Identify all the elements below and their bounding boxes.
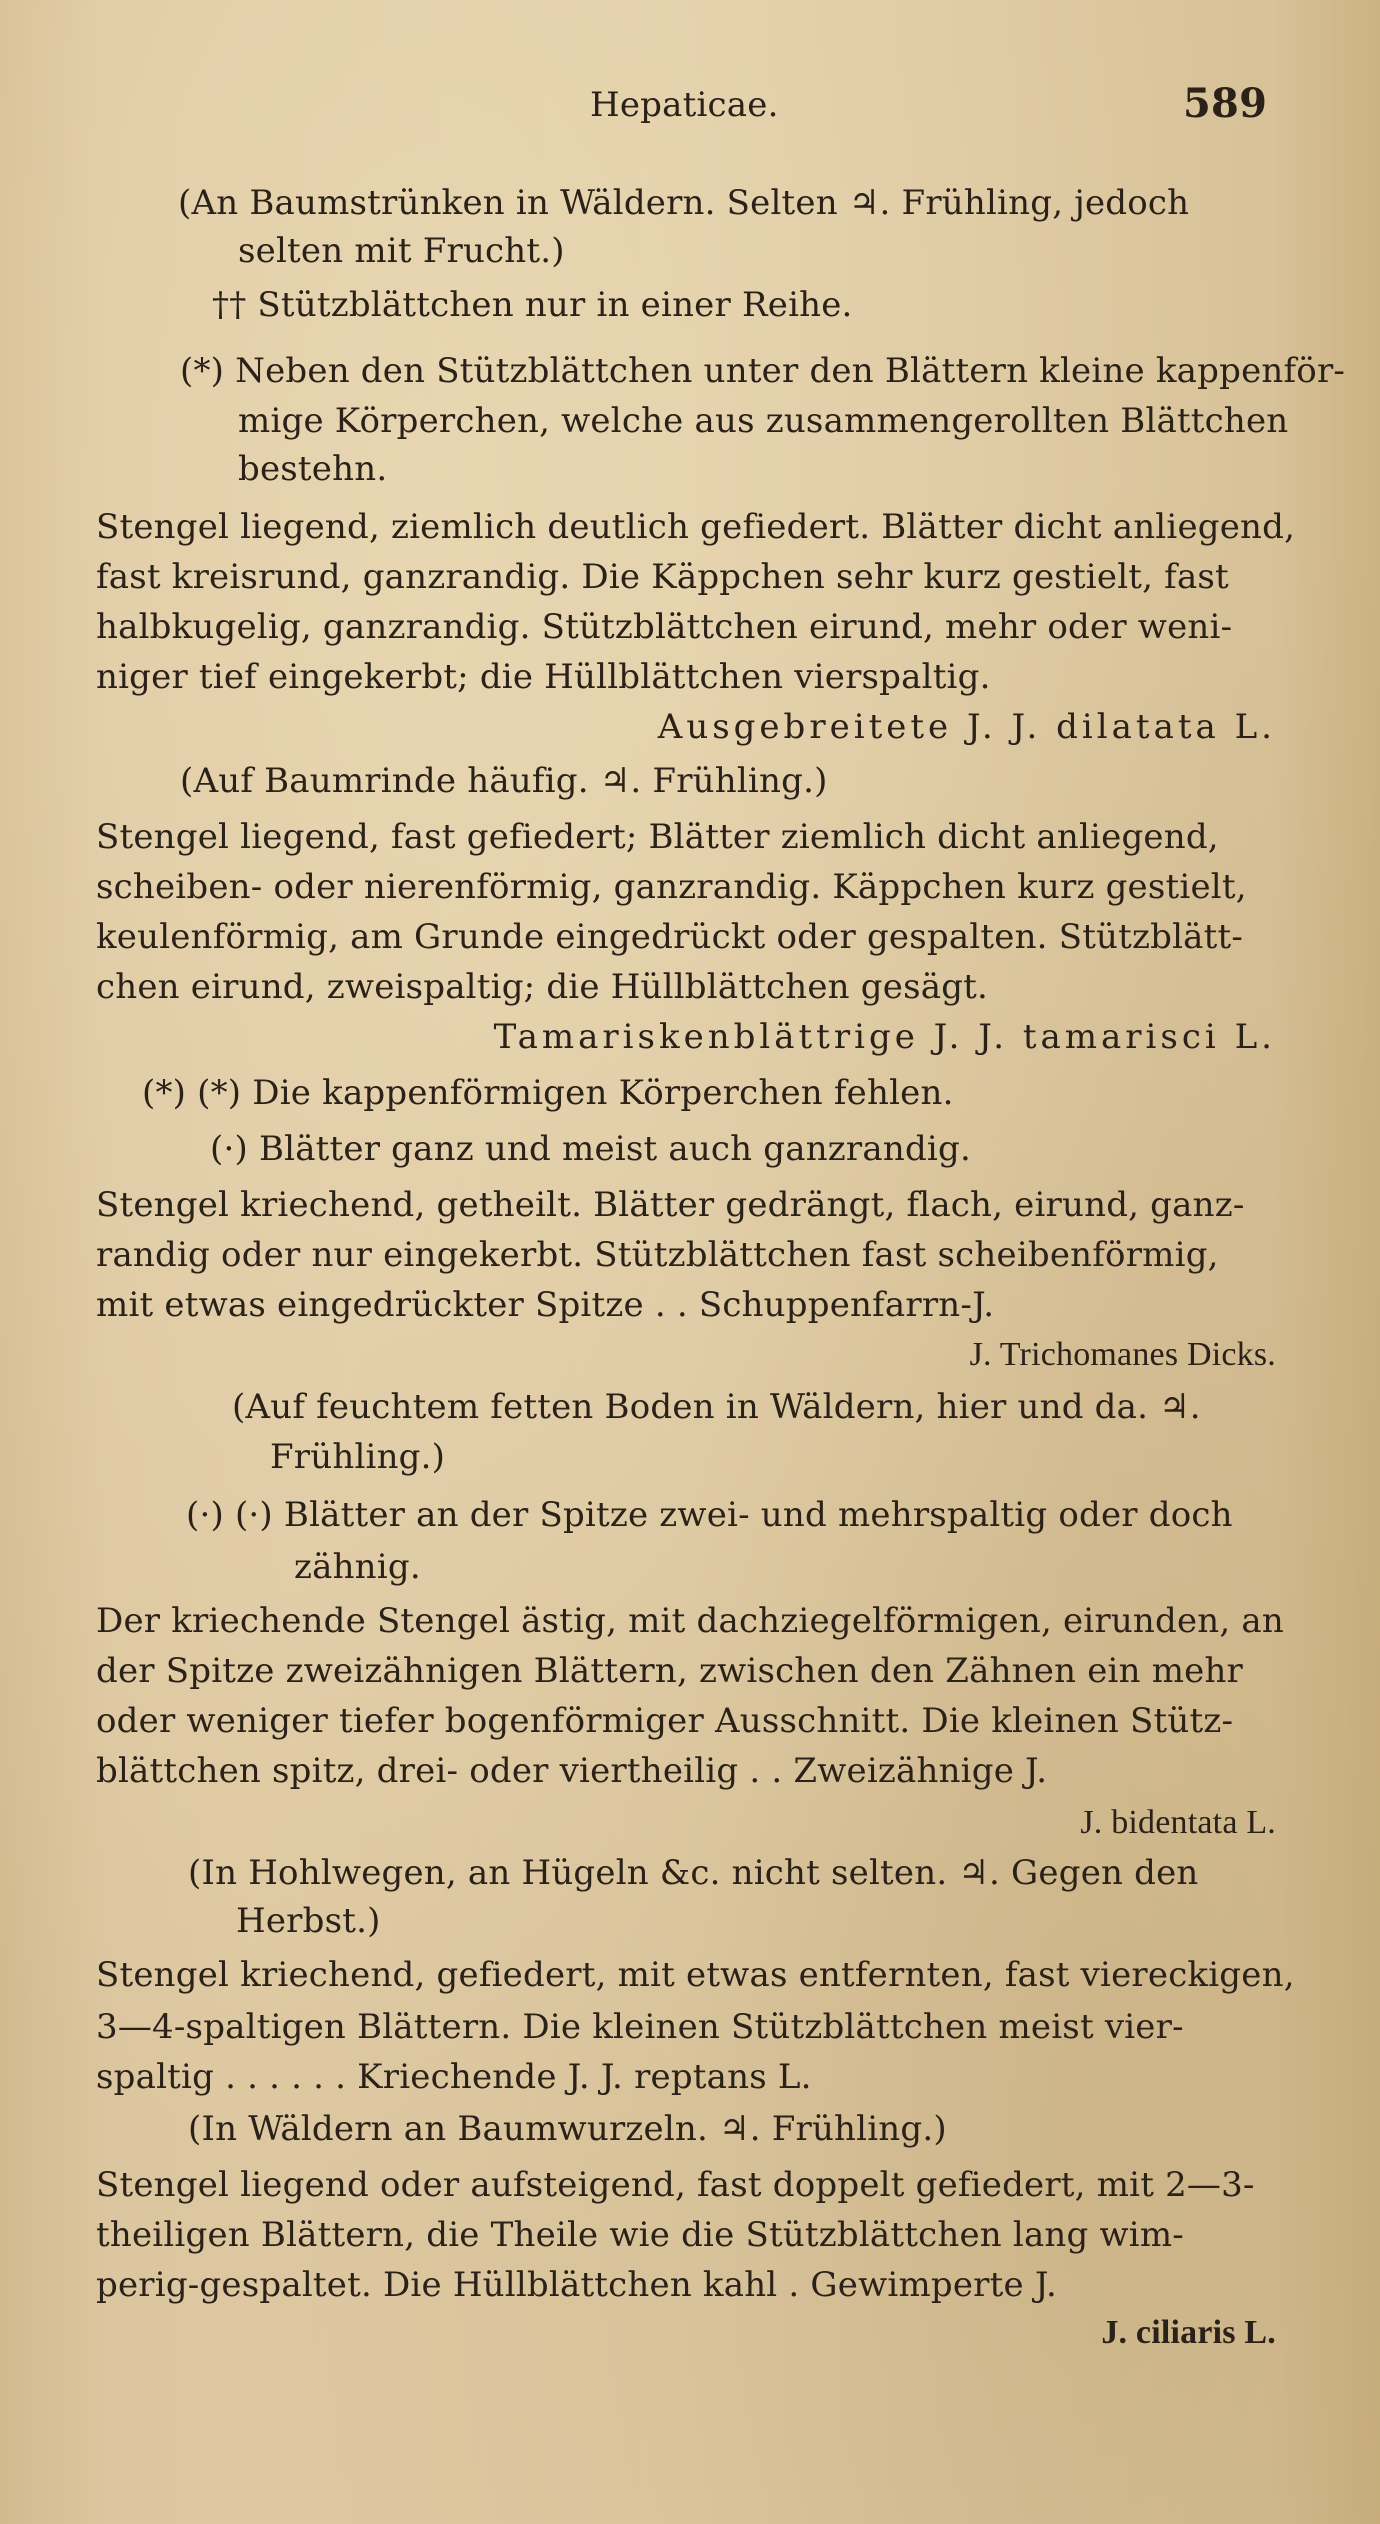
text-line: niger tief eingekerbt; die Hüllblättchen vierspaltig. bbox=[96, 657, 991, 697]
text-line: (In Hohlwegen, an Hügeln &c. nicht selten. ♃. Gegen den bbox=[188, 1853, 1199, 1893]
text-line: spaltig . . . . . . Kriechende J. J. reptans L. bbox=[96, 2057, 812, 2097]
text-line: (*) (*) Die kappenförmigen Körperchen fehlen. bbox=[142, 1073, 954, 1113]
text-line: chen eirund, zweispaltig; die Hüllblättchen gesägt. bbox=[96, 967, 989, 1007]
text-line: oder weniger tiefer bogenförmiger Ausschnitt. Die kleinen Stütz- bbox=[96, 1701, 1234, 1741]
text-line: perig-gespaltet. Die Hüllblättchen kahl . Gewimperte J. bbox=[96, 2265, 1058, 2305]
species-name: Tamariskenblättrige J. J. tamarisci L. bbox=[493, 1017, 1276, 1057]
text-line: Stengel kriechend, gefiedert, mit etwas entfernten, fast viereckigen, bbox=[96, 1955, 1295, 1995]
text-line: Stengel liegend, ziemlich deutlich gefiedert. Blätter dicht anliegend, bbox=[96, 507, 1296, 547]
text-line: Frühling.) bbox=[270, 1437, 446, 1477]
text-line: (In Wäldern an Baumwurzeln. ♃. Frühling.) bbox=[188, 2109, 947, 2149]
text-line: halbkugelig, ganzrandig. Stützblättchen eirund, mehr oder weni- bbox=[96, 607, 1233, 647]
text-line: Stengel kriechend, getheilt. Blätter gedrängt, flach, eirund, ganz- bbox=[96, 1185, 1245, 1225]
text-line: bestehn. bbox=[238, 449, 388, 489]
text-line: Der kriechende Stengel ästig, mit dachziegelförmigen, eirunden, an bbox=[96, 1601, 1284, 1641]
text-line: theiligen Blättern, die Theile wie die Stützblättchen lang wim- bbox=[96, 2215, 1184, 2255]
text-line: selten mit Frucht.) bbox=[238, 231, 565, 271]
latin-name: J. ciliaris L. bbox=[1101, 2314, 1276, 2351]
text-line: (*) Neben den Stützblättchen unter den Blättern kleine kappenför- bbox=[180, 351, 1346, 391]
text-line: (An Baumstrünken in Wäldern. Selten ♃. Frühling, jedoch bbox=[178, 183, 1190, 223]
text-line: zähnig. bbox=[294, 1547, 421, 1587]
text-line: (·) Blätter ganz und meist auch ganzrandig. bbox=[210, 1129, 971, 1169]
text-line: keulenförmig, am Grunde eingedrückt oder gespalten. Stützblätt- bbox=[96, 917, 1244, 957]
species-name: Ausgebreitete J. J. dilatata L. bbox=[657, 707, 1276, 747]
text-line: der Spitze zweizähnigen Blättern, zwischen den Zähnen ein mehr bbox=[96, 1651, 1244, 1691]
text-line: (Auf feuchtem fetten Boden in Wäldern, hier und da. ♃. bbox=[232, 1387, 1201, 1427]
text-line: Herbst.) bbox=[236, 1901, 381, 1941]
text-line: mige Körperchen, welche aus zusammengerollten Blättchen bbox=[238, 401, 1289, 441]
text-line: fast kreisrund, ganzrandig. Die Käppchen sehr kurz gestielt, fast bbox=[96, 557, 1229, 597]
text-line: Stengel liegend, fast gefiedert; Blätter ziemlich dicht anliegend, bbox=[96, 817, 1219, 857]
text-line: randig oder nur eingekerbt. Stützblättchen fast scheibenförmig, bbox=[96, 1235, 1219, 1275]
running-head: Hepaticae. bbox=[590, 85, 779, 125]
text-line: 3—4-spaltigen Blättern. Die kleinen Stützblättchen meist vier- bbox=[96, 2007, 1184, 2047]
text-line: Stengel liegend oder aufsteigend, fast doppelt gefiedert, mit 2—3- bbox=[96, 2165, 1255, 2205]
page-number: 589 bbox=[1183, 80, 1268, 127]
text-line: (Auf Baumrinde häufig. ♃. Frühling.) bbox=[180, 761, 828, 801]
latin-name: J. bidentata L. bbox=[1080, 1804, 1276, 1841]
text-line: †† Stützblättchen nur in einer Reihe. bbox=[212, 285, 853, 325]
latin-name: J. Trichomanes Dicks. bbox=[969, 1336, 1276, 1373]
text-line: scheiben- oder nierenförmig, ganzrandig. Käppchen kurz gestielt, bbox=[96, 867, 1247, 907]
text-line: (·) (·) Blätter an der Spitze zwei- und mehrspaltig oder doch bbox=[186, 1495, 1233, 1535]
text-line: mit etwas eingedrückter Spitze . . Schuppenfarrn-J. bbox=[96, 1285, 995, 1325]
text-line: blättchen spitz, drei- oder viertheilig . . Zweizähnige J. bbox=[96, 1751, 1048, 1791]
